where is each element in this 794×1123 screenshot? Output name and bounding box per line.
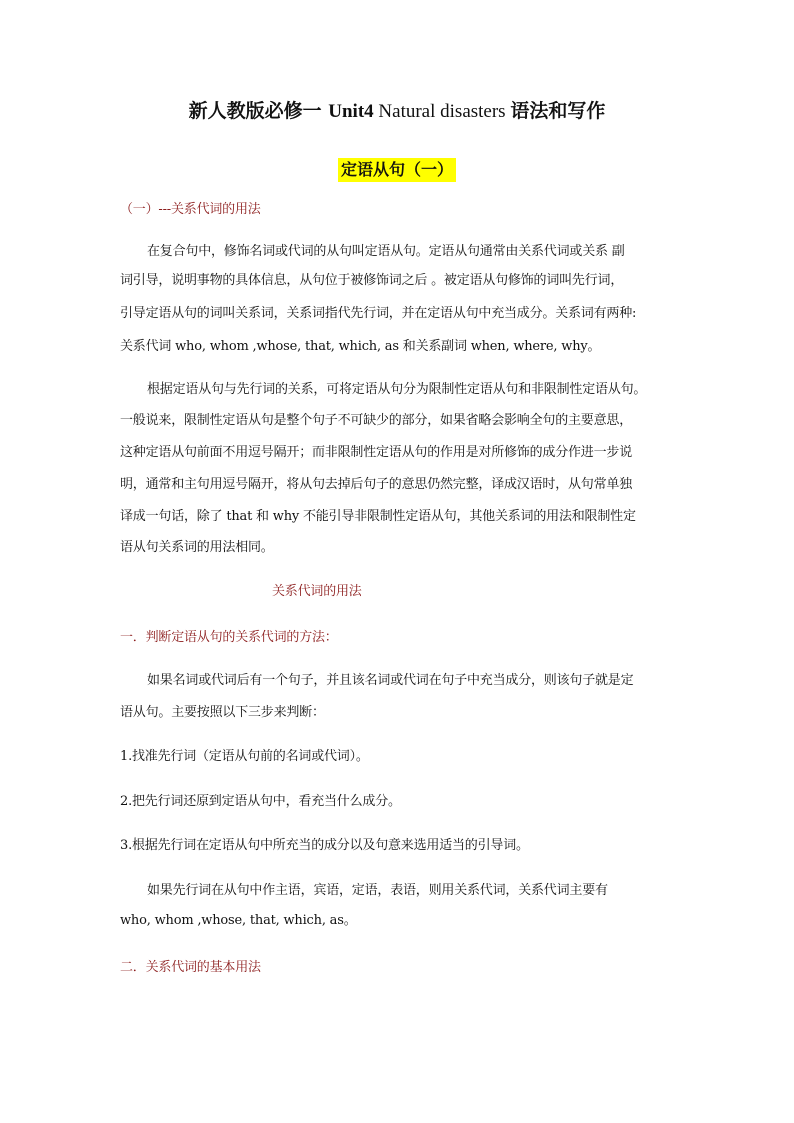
para2-line-2: 一般说来，限制性定语从句是整个句子不可缺少的部分，如果省略会影响全句的主要意思， bbox=[120, 413, 633, 428]
title-prefix: 新人教版必修一 bbox=[188, 100, 329, 122]
title-unit: Unit4 bbox=[328, 101, 374, 122]
para2-line-5: 译成一句话，除了 that 和 why 不能引导非限制性定语从句，其他关系词的用法和限制性定 bbox=[120, 509, 636, 524]
title-suffix: 语法和写作 bbox=[510, 100, 606, 122]
para4-line-2: who, whom ,whose, that, which, as。 bbox=[120, 913, 357, 928]
title-topic: Natural disasters bbox=[373, 101, 511, 122]
para3-line-1: 如果名词或代词后有一个句子，并且该名词或代词在句子中充当成分，则该句子就是定 bbox=[147, 673, 634, 688]
step-1: 1.找准先行词（定语从句前的名词或代词）。 bbox=[120, 749, 369, 764]
section1-heading: （一）---关系代词的用法 bbox=[120, 202, 261, 217]
document-title bbox=[0, 97, 794, 126]
section-center-heading: 关系代词的用法 bbox=[272, 584, 362, 599]
para1-line-1: 在复合句中，修饰名词或代词的从句叫定语从句。定语从句通常由关系代词或关系 副 bbox=[147, 244, 625, 259]
para2-line-1: 根据定语从句与先行词的关系，可将定语从句分为限制性定语从句和非限制性定语从句。 bbox=[147, 382, 647, 397]
para1-line-4: 关系代词 who, whom ,whose, that, which, as 和关系副词 when, where, why。 bbox=[120, 339, 601, 354]
para2-line-6: 语从句关系词的用法相同。 bbox=[120, 540, 274, 555]
heading-one: 一．判断定语从句的关系代词的方法： bbox=[120, 630, 338, 645]
para1-line-2: 词引导，说明事物的具体信息，从句位于被修饰词之后 。被定语从句修饰的词叫先行词， bbox=[120, 273, 624, 288]
para4-line-1: 如果先行词在从句中作主语，宾语，定语，表语，则用关系代词，关系代词主要有 bbox=[147, 883, 608, 898]
step-2: 2.把先行词还原到定语从句中，看充当什么成分。 bbox=[120, 794, 401, 809]
para1-line-3: 引导定语从句的词叫关系词，关系词指代先行词，并在定语从句中充当成分。关系词有两种: bbox=[120, 306, 637, 321]
subtitle-wrap bbox=[0, 158, 794, 182]
heading-two: 二．关系代词的基本用法 bbox=[120, 960, 261, 975]
para2-line-4: 明，通常和主句用逗号隔开，将从句去掉后句子的意思仍然完整，译成汉语时，从句常单独 bbox=[120, 477, 633, 492]
subtitle-highlighted: 定语从句（一） bbox=[338, 158, 456, 182]
para3-line-2: 语从句。主要按照以下三步来判断： bbox=[120, 705, 325, 720]
para2-line-3: 这种定语从句前面不用逗号隔开；而非限制性定语从句的作用是对所修饰的成分作进一步说 bbox=[120, 445, 633, 460]
step-3: 3.根据先行词在定语从句中所充当的成分以及句意来选用适当的引导词。 bbox=[120, 838, 529, 853]
